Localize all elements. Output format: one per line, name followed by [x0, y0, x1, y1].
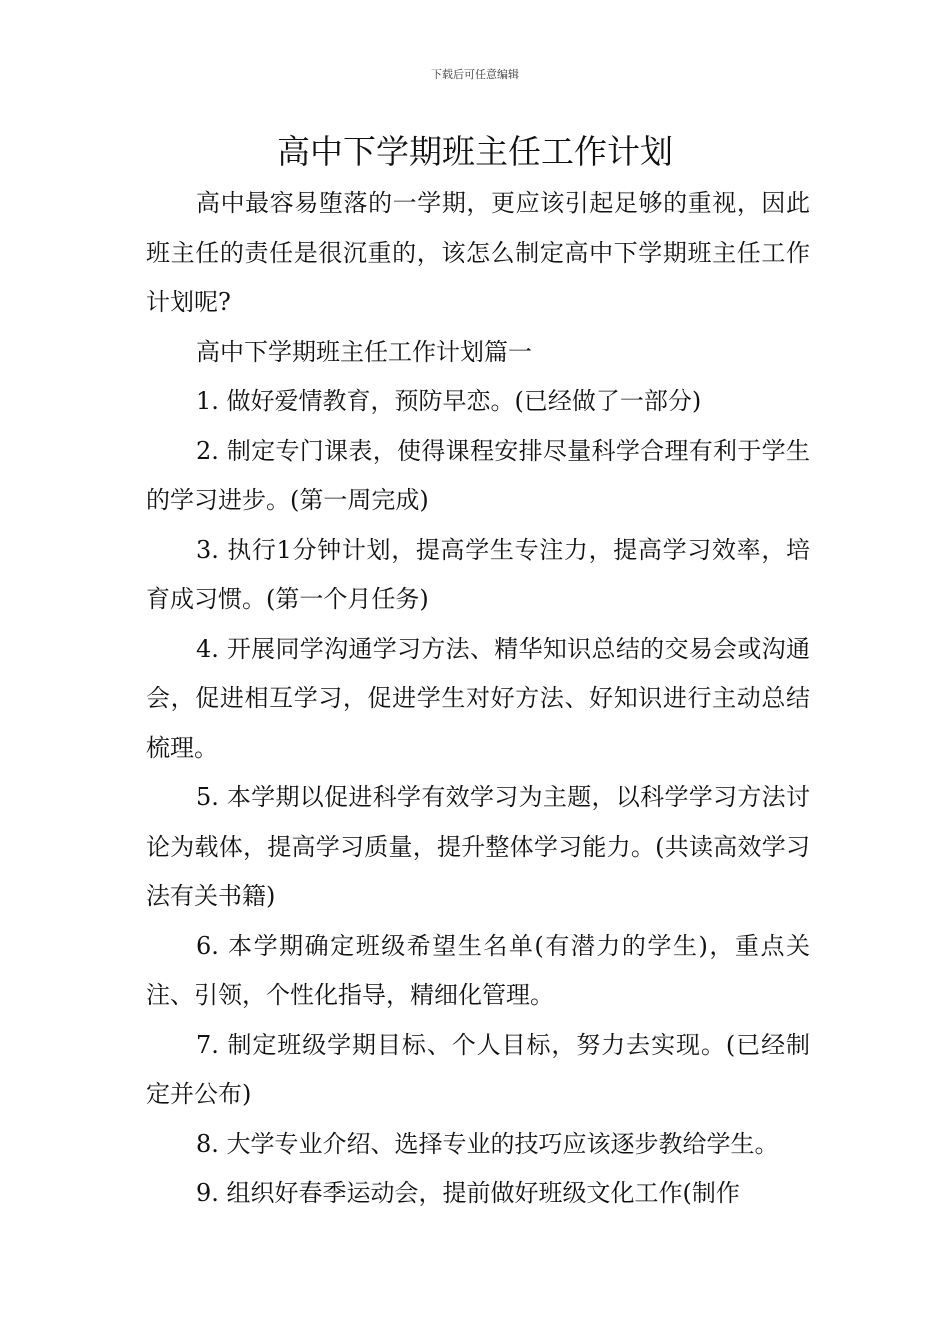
- document-title: 高中下学期班主任工作计划: [277, 132, 673, 171]
- list-item: 4. 开展同学沟通学习方法、精华知识总结的交易会或沟通会，促进相互学习，促进学生对好方法、好知识进行主动总结梳理。: [146, 634, 810, 762]
- header-note: 下载后可任意编辑: [431, 68, 519, 81]
- list-item: 6. 本学期确定班级希望生名单(有潜力的学生)，重点关注、引领，个性化指导，精细化管理。: [146, 931, 810, 1009]
- document-body: [146, 179, 810, 1219]
- list-item: 2. 制定专门课表，使得课程安排尽量科学合理有利于学生的学习进步。(第一周完成): [146, 436, 810, 514]
- section-heading: 高中下学期班主任工作计划篇一: [196, 337, 532, 366]
- list-item: 8. 大学专业介绍、选择专业的技巧应该逐步教给学生。: [196, 1129, 779, 1158]
- list-item: 3. 执行1分钟计划，提高学生专注力，提高学习效率，培育成习惯。(第一个月任务): [146, 535, 810, 613]
- list-item: 1. 做好爱情教育，预防早恋。(已经做了一部分): [196, 387, 702, 415]
- list-item: 7. 制定班级学期目标、个人目标，努力去实现。(已经制定并公布): [146, 1030, 810, 1108]
- list-item: 9. 组织好春季运动会，提前做好班级文化工作(制作: [196, 1179, 740, 1207]
- intro-paragraph: 高中最容易堕落的一学期，更应该引起足够的重视，因此班主任的责任是很沉重的，该怎么制定高中下学期班主任工作计划呢?: [146, 189, 810, 316]
- list-item: 5. 本学期以促进科学有效学习为主题，以科学学习方法讨论为载体，提高学习质量，提升整体学习能力。(共读高效学习法有关书籍): [146, 783, 810, 910]
